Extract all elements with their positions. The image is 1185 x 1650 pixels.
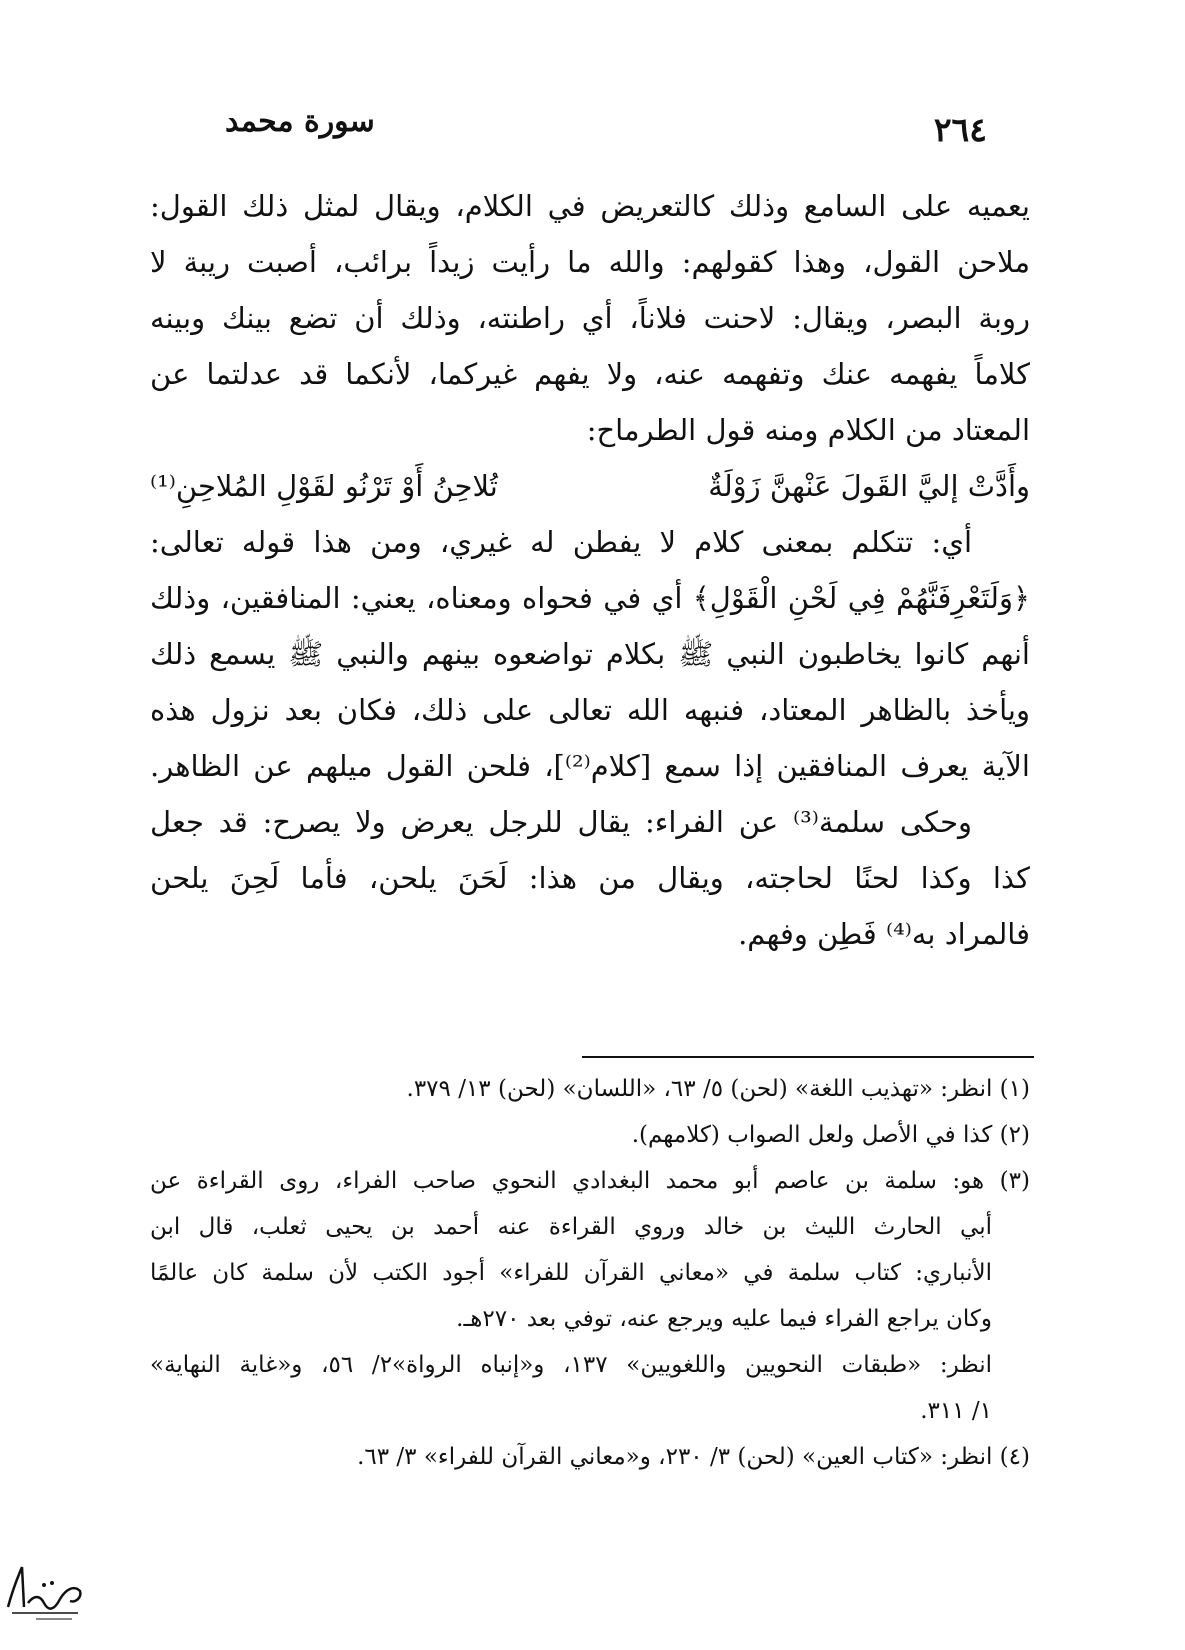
text-line: روبة البصر، ويقال: لاحنت فلاناً، أي راطنته، وذلك أن تضع بينك وبينه	[150, 301, 1030, 335]
verse-first-hemistich: وأَدَّتْ إليَّ القَولَ عَنْهنَّ زَوْلَةٌ	[708, 469, 1030, 503]
footnote-3-line: أبي الحارث الليث بن خالد وروي القراءة عنه أحمد بن يحيى ثعلب، قال ابن	[150, 1214, 992, 1240]
footnote-3-line: وكان يراجع الفراء فيما عليه ويرجع عنه، توفي بعد ٢٧٠هـ.	[456, 1306, 992, 1332]
text-line: كلاماً يفهمه عنك وتفهمه عنه، ولا يفهم غيركما، لأنكما قد عدلتما عن	[150, 357, 1030, 391]
footnote-3-line: (٣) هو: سلمة بن عاصم أبو محمد البغدادي النحوي صاحب الفراء، روى القراءة عن	[150, 1168, 1030, 1194]
main-text	[150, 178, 1030, 962]
footnote-1: (١) انظر: «تهذيب اللغة» (لحن) ٥/ ٦٣، «اللسان» (لحن) ١٣/ ٣٧٩.	[406, 1076, 1030, 1102]
footnote-4: (٤) انظر: «كتاب العين» (لحن) ٣/ ٢٣٠، و«معاني القرآن للفراء» ٣/ ٦٣.	[357, 1444, 1030, 1470]
text-line: يعميه على السامع وذلك كالتعريض في الكلام، ويقال لمثل ذلك القول:	[150, 189, 1030, 223]
text-line: وحكى سلمة⁽³⁾ عن الفراء: يقال للرجل يعرض ولا يصرح: قد جعل	[150, 805, 973, 839]
text-line: ويأخذ بالظاهر المعتاد، فنبهه الله تعالى على ذلك، فكان بعد نزول هذه	[150, 693, 1030, 727]
quran-verse-line: ﴿وَلَتَعْرِفَنَّهُمْ فِي لَحْنِ الْقَوْلِ﴾ أي في فحواه ومعناه، يعني: المنافقين، وذلك	[150, 581, 1030, 615]
calligraphy-logo-icon	[0, 1555, 85, 1630]
text-line: كذا وكذا لحنًا لحاجته، ويقال من هذا: لَحَنَ يلحن، فأما لَحِنَ يلحن	[150, 861, 1030, 895]
footnote-3-line: الأنباري: كتاب سلمة في «معاني القرآن للفراء» أجود الكتب لأن سلمة كان عالمًا	[150, 1260, 992, 1286]
verse-second-hemistich: تُلاحِنُ أَوْ تَرْنُو لقَوْلِ المُلاحِنِ⁽¹⁾	[150, 469, 498, 503]
footnotes	[150, 1066, 1030, 1480]
footnote-3-line: انظر: «طبقات النحويين واللغويين» ١٣٧، و«إنباه الرواة»٢/ ٥٦، و«غاية النهاية»	[150, 1352, 993, 1378]
page-number: ٢٦٤	[933, 110, 987, 149]
poetry-verse	[150, 458, 1030, 514]
text-line: أنهم كانوا يخاطبون النبي ﷺ بكلام تواضعوه بينهم والنبي ﷺ يسمع ذلك	[150, 637, 1030, 671]
running-header-title: سورة محمد	[225, 104, 375, 139]
footnote-3-line: ١/ ٣١١.	[920, 1398, 992, 1424]
text-line: فالمراد به⁽⁴⁾ فَطِن وفهم.	[738, 917, 1030, 951]
text-line: أي: تتكلم بمعنى كلام لا يفطن له غيري، ومن هذا قوله تعالى:	[150, 525, 972, 559]
text-line: ملاحن القول، وهذا كقولهم: والله ما رأيت زيداً برائب، أصبت ريبة لا	[150, 245, 1030, 279]
footnote-separator	[582, 1056, 1034, 1058]
text-line: الآية يعرف المنافقين إذا سمع [كلام⁽²⁾]، فلحن القول ميلهم عن الظاهر.	[150, 749, 1030, 783]
footnote-2: (٢) كذا في الأصل ولعل الصواب (كلامهم).	[631, 1122, 1030, 1148]
text-line: المعتاد من الكلام ومنه قول الطرماح:	[586, 413, 1030, 447]
